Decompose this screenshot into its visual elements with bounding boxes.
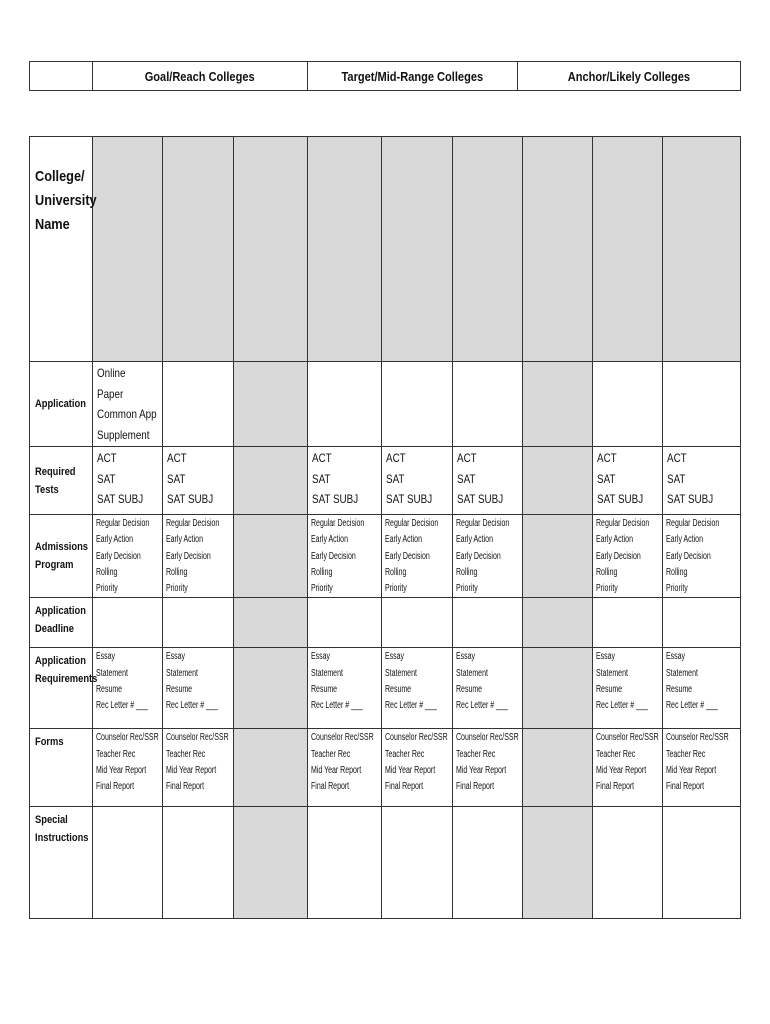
checklist-option: Resume — [666, 684, 693, 696]
checklist-option: Regular Decision — [456, 518, 510, 529]
checklist-option: Teacher Rec — [456, 748, 496, 760]
checklist-option: Teacher Rec — [166, 748, 206, 760]
header-label: Anchor/Likely Colleges — [567, 68, 691, 84]
checklist-option: Statement — [166, 667, 198, 679]
checklist-option: Early Decision — [311, 550, 356, 562]
college-cell-6[interactable] — [453, 515, 523, 598]
college-cell-7[interactable] — [523, 362, 593, 447]
checklist-option: Rolling — [596, 566, 618, 578]
checklist-option: Final Report — [666, 781, 705, 793]
row-label — [30, 515, 93, 598]
college-cell-6[interactable] — [453, 137, 523, 362]
college-cell-9[interactable] — [663, 137, 741, 362]
checklist-option: SAT SUBJ — [167, 492, 214, 506]
checklist-option: Supplement — [97, 427, 150, 442]
college-cell-1[interactable] — [93, 598, 163, 648]
checklist-option: Early Decision — [456, 550, 501, 562]
table-row — [30, 362, 741, 447]
checklist-option: Priority — [666, 583, 688, 595]
college-cell-7[interactable] — [523, 137, 593, 362]
college-cell-2[interactable] — [163, 515, 234, 598]
checklist-option: ACT — [167, 451, 187, 465]
college-cell-3[interactable] — [234, 447, 308, 515]
college-cell-8[interactable] — [593, 807, 663, 919]
college-cell-6[interactable] — [453, 729, 523, 807]
college-cell-1[interactable] — [93, 515, 163, 598]
checklist-option: Essay — [166, 651, 186, 663]
checklist-option: SAT SUBJ — [386, 492, 433, 506]
college-cell-6[interactable] — [453, 598, 523, 648]
checklist-option: Rec Letter # ___ — [311, 700, 363, 712]
checklist-option: Resume — [596, 684, 623, 696]
checklist-option: Final Report — [456, 781, 495, 793]
college-cell-1[interactable] — [93, 137, 163, 362]
college-cell-6[interactable] — [453, 447, 523, 515]
college-cell-4[interactable] — [308, 447, 382, 515]
college-cell-5[interactable] — [382, 362, 453, 447]
college-cell-7[interactable] — [523, 598, 593, 648]
row-label-text: Name — [35, 216, 70, 233]
header-goal-reach — [93, 62, 308, 91]
college-cell-4[interactable] — [308, 648, 382, 729]
checklist-option: Teacher Rec — [666, 748, 706, 760]
table-row — [30, 729, 741, 807]
checklist-option: Priority — [96, 583, 118, 595]
college-cell-8[interactable] — [593, 598, 663, 648]
college-cell-9[interactable] — [663, 729, 741, 807]
college-cell-4[interactable] — [308, 598, 382, 648]
checklist-option: SAT — [597, 471, 616, 486]
college-cell-8[interactable] — [593, 137, 663, 362]
checklist-option: Final Report — [96, 781, 135, 793]
header-label: Goal/Reach Colleges — [145, 68, 255, 84]
checklist-option: Counselor Rec/SSR — [666, 732, 729, 744]
checklist-option: Paper — [97, 386, 124, 401]
table-row — [30, 137, 741, 362]
checklist-option: Teacher Rec — [96, 748, 136, 760]
row-label — [30, 447, 93, 515]
college-cell-5[interactable] — [382, 515, 453, 598]
checklist-option: Rec Letter # ___ — [96, 700, 148, 712]
row-label — [30, 598, 93, 648]
checklist-option: Mid Year Report — [596, 765, 647, 777]
checklist-option: Regular Decision — [96, 518, 150, 529]
row-label — [30, 807, 93, 919]
checklist-option: Final Report — [166, 781, 205, 793]
row-label-text: Instructions — [35, 832, 89, 845]
college-cell-6[interactable] — [453, 648, 523, 729]
row-label — [30, 137, 97, 362]
checklist-option: Mid Year Report — [385, 765, 436, 777]
checklist-option: Regular Decision — [596, 518, 650, 529]
row-label — [30, 648, 98, 729]
college-cell-1[interactable] — [93, 362, 163, 447]
row-label-text: College/ — [35, 168, 85, 185]
checklist-option: Early Action — [311, 534, 348, 546]
checklist-option: Rolling — [385, 566, 407, 578]
checklist-option: Common App — [97, 407, 157, 421]
checklist-option: Teacher Rec — [596, 748, 636, 760]
checklist-option: Rec Letter # ___ — [596, 700, 648, 712]
college-cell-1[interactable] — [93, 648, 163, 729]
header-label: Target/Mid-Range Colleges — [341, 68, 484, 84]
checklist-option: Early Action — [166, 534, 203, 546]
checklist-option: Regular Decision — [166, 518, 220, 529]
checklist-option: Final Report — [311, 781, 350, 793]
college-cell-1[interactable] — [93, 807, 163, 919]
checklist-option: SAT — [386, 471, 405, 486]
header-anchor-likely — [518, 62, 741, 91]
college-cell-9[interactable] — [663, 648, 741, 729]
checklist-option: Regular Decision — [666, 518, 720, 529]
checklist-option: Final Report — [385, 781, 424, 793]
checklist-option: Rolling — [311, 566, 333, 578]
checklist-option: Rec Letter # ___ — [166, 700, 218, 712]
checklist-option: Teacher Rec — [385, 748, 425, 760]
table-row — [30, 648, 741, 729]
checklist-option: Counselor Rec/SSR — [596, 732, 659, 744]
checklist-option: Rec Letter # ___ — [666, 700, 718, 712]
checklist-option: Essay — [666, 651, 686, 663]
row-label-text: Tests — [35, 483, 59, 496]
checklist-option: Early Decision — [666, 550, 711, 562]
college-cell-5[interactable] — [382, 598, 453, 648]
row-label-text: Application — [35, 655, 86, 668]
checklist-option: Statement — [596, 667, 628, 679]
college-cell-4[interactable] — [308, 729, 382, 807]
checklist-option: Priority — [311, 583, 333, 595]
row-label-text: Forms — [35, 736, 64, 749]
college-cell-8[interactable] — [593, 729, 663, 807]
college-cell-8[interactable] — [593, 362, 663, 447]
college-cell-5[interactable] — [382, 648, 453, 729]
checklist-option: Early Action — [385, 534, 422, 546]
college-cell-5[interactable] — [382, 137, 453, 362]
college-cell-3[interactable] — [234, 362, 308, 447]
college-cell-6[interactable] — [453, 807, 523, 919]
college-cell-9[interactable] — [663, 447, 741, 515]
college-cell-9[interactable] — [663, 807, 741, 919]
checklist-option: Early Action — [96, 534, 133, 546]
checklist-option: SAT SUBJ — [597, 492, 644, 506]
checklist-option: Resume — [166, 684, 193, 696]
checklist-option: SAT — [167, 471, 186, 486]
checklist-option: Resume — [96, 684, 123, 696]
checklist-option: Counselor Rec/SSR — [311, 732, 374, 744]
checklist-option: Early Decision — [96, 550, 141, 562]
checklist-option: Rolling — [96, 566, 118, 578]
college-cell-6[interactable] — [453, 362, 523, 447]
checklist-option: SAT SUBJ — [667, 492, 714, 506]
checklist-option: Early Decision — [166, 550, 211, 562]
checklist-option: Rec Letter # ___ — [456, 700, 508, 712]
college-cell-9[interactable] — [663, 362, 741, 447]
college-comparison-table — [29, 136, 741, 919]
checklist-option: Rolling — [666, 566, 688, 578]
college-cell-9[interactable] — [663, 598, 741, 648]
checklist-option: Rolling — [166, 566, 188, 578]
checklist-option: SAT — [312, 471, 331, 486]
checklist-option: Statement — [96, 667, 128, 679]
checklist-option: ACT — [312, 451, 332, 465]
row-label — [30, 729, 93, 807]
row-label-text: Admissions — [35, 541, 89, 554]
table-row — [30, 598, 741, 648]
checklist-option: Statement — [311, 667, 343, 679]
college-cell-2[interactable] — [163, 648, 234, 729]
table-row — [30, 807, 741, 919]
checklist-option: Statement — [385, 667, 417, 679]
header-blank-cell — [30, 62, 93, 91]
row-label-text: Special — [35, 814, 68, 827]
row-label-text: Program — [35, 559, 74, 572]
college-cell-4[interactable] — [308, 515, 382, 598]
checklist-option: Early Decision — [385, 550, 430, 562]
checklist-option: Teacher Rec — [311, 748, 351, 760]
row-label — [30, 362, 93, 447]
college-cell-1[interactable] — [93, 729, 163, 807]
checklist-option: Rolling — [456, 566, 478, 578]
checklist-option: Regular Decision — [311, 518, 365, 529]
checklist-option: SAT SUBJ — [312, 492, 359, 506]
checklist-option: Resume — [311, 684, 338, 696]
checklist-option: Online — [97, 366, 126, 380]
college-cell-8[interactable] — [593, 447, 663, 515]
college-cell-1[interactable] — [93, 447, 163, 515]
checklist-option: Statement — [666, 667, 698, 679]
college-cell-2[interactable] — [163, 137, 234, 362]
checklist-option: ACT — [386, 451, 406, 465]
table-row — [30, 447, 741, 515]
checklist-option: SAT — [457, 471, 476, 486]
row-label-text: Application — [35, 605, 86, 618]
college-cell-8[interactable] — [593, 648, 663, 729]
college-cell-4[interactable] — [308, 362, 382, 447]
checklist-option: Mid Year Report — [311, 765, 362, 777]
college-cell-3[interactable] — [234, 137, 308, 362]
college-cell-9[interactable] — [663, 515, 741, 598]
checklist-option: Early Action — [596, 534, 633, 546]
checklist-option: ACT — [597, 451, 617, 465]
checklist-option: Regular Decision — [385, 518, 439, 529]
checklist-option: Priority — [166, 583, 188, 595]
checklist-option: SAT SUBJ — [97, 492, 144, 506]
college-cell-7[interactable] — [523, 648, 593, 729]
college-cell-7[interactable] — [523, 729, 593, 807]
checklist-option: Essay — [456, 651, 476, 663]
college-cell-5[interactable] — [382, 447, 453, 515]
row-label-text: Application — [35, 398, 86, 410]
checklist-option: Priority — [596, 583, 618, 595]
checklist-option: Essay — [596, 651, 616, 663]
checklist-option: SAT — [97, 471, 116, 486]
college-cell-4[interactable] — [308, 807, 382, 919]
checklist-option: Statement — [456, 667, 488, 679]
college-cell-3[interactable] — [234, 807, 308, 919]
checklist-option: Counselor Rec/SSR — [96, 732, 159, 744]
college-cell-3[interactable] — [234, 598, 308, 648]
checklist-option: Mid Year Report — [166, 765, 217, 777]
checklist-option: Essay — [385, 651, 405, 663]
checklist-option: ACT — [97, 451, 117, 465]
college-cell-7[interactable] — [523, 447, 593, 515]
checklist-option: Early Decision — [596, 550, 641, 562]
checklist-option: Priority — [385, 583, 407, 595]
row-label-text: University — [35, 192, 97, 209]
checklist-option: Final Report — [596, 781, 635, 793]
checklist-option: Resume — [385, 684, 412, 696]
college-cell-3[interactable] — [234, 729, 308, 807]
college-cell-2[interactable] — [163, 598, 234, 648]
checklist-option: Priority — [456, 583, 478, 595]
college-cell-4[interactable] — [308, 137, 382, 362]
checklist-option: Mid Year Report — [666, 765, 717, 777]
table-row — [30, 515, 741, 598]
checklist-option: SAT SUBJ — [457, 492, 504, 506]
college-cell-7[interactable] — [523, 807, 593, 919]
college-cell-7[interactable] — [523, 515, 593, 598]
college-category-header — [29, 61, 741, 91]
checklist-option: Counselor Rec/SSR — [456, 732, 519, 744]
checklist-option: Mid Year Report — [96, 765, 147, 777]
row-label-text: Deadline — [35, 623, 74, 636]
checklist-option: Early Action — [456, 534, 493, 546]
row-label-text: Required — [35, 465, 76, 478]
college-cell-2[interactable] — [163, 807, 234, 919]
checklist-option: Mid Year Report — [456, 765, 507, 777]
checklist-option: ACT — [667, 451, 687, 465]
row-label-text: Requirements — [35, 673, 98, 686]
college-cell-2[interactable] — [163, 362, 234, 447]
checklist-option: Early Action — [666, 534, 703, 546]
checklist-option: Counselor Rec/SSR — [166, 732, 229, 744]
header-target-mid-range — [308, 62, 518, 91]
checklist-option: Resume — [456, 684, 483, 696]
college-cell-5[interactable] — [382, 807, 453, 919]
college-cell-2[interactable] — [163, 447, 234, 515]
college-cell-5[interactable] — [382, 729, 453, 807]
checklist-option: Essay — [311, 651, 331, 663]
checklist-option: Rec Letter # ___ — [385, 700, 437, 712]
college-cell-2[interactable] — [163, 729, 234, 807]
checklist-option: Counselor Rec/SSR — [385, 732, 448, 744]
checklist-option: Essay — [96, 651, 116, 663]
college-cell-8[interactable] — [593, 515, 663, 598]
checklist-option: SAT — [667, 471, 686, 486]
college-cell-3[interactable] — [234, 515, 308, 598]
college-cell-3[interactable] — [234, 648, 308, 729]
checklist-option: ACT — [457, 451, 477, 465]
